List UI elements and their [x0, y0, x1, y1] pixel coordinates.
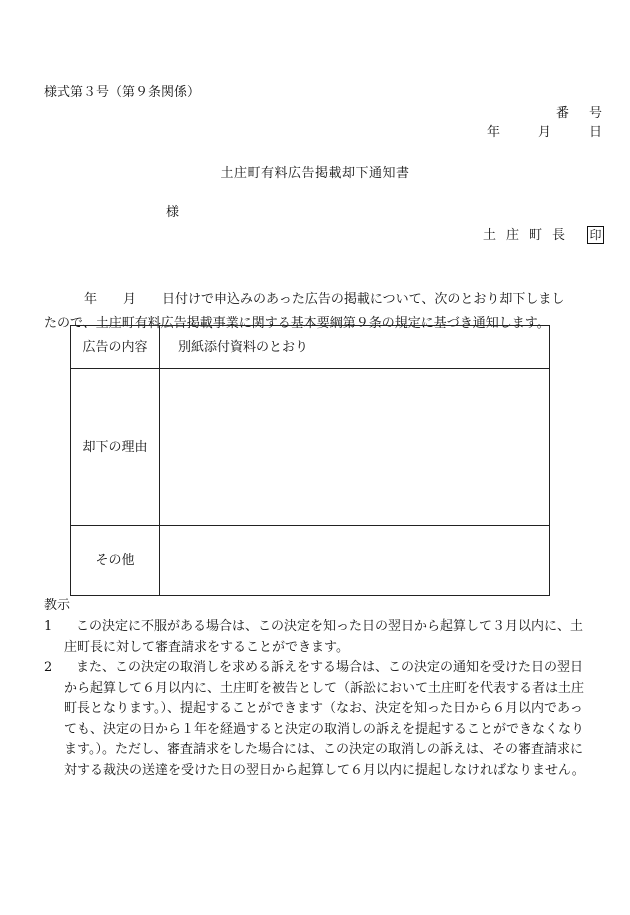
notice-line: ても、決定の日から１年を経過すると決定の取消しの訴えを提起することができなくなり	[64, 721, 585, 737]
sender-block	[483, 226, 604, 244]
table-row-ad-content	[71, 326, 550, 369]
document-title: 土庄町有料広告掲載却下通知書	[220, 166, 410, 181]
notice-line: 庄町長に対して審査請求をすることができます。	[64, 639, 349, 655]
date-month: 月	[537, 125, 551, 140]
notice-item-text	[64, 617, 610, 658]
notice-item-2	[44, 658, 610, 781]
notice-item-number: 1	[44, 619, 53, 634]
notice-line: 町長となります。）、提起することができます（なお、決定を知った日から６月以内であっ	[64, 701, 583, 716]
notice-title: 教示	[44, 598, 71, 613]
notice-item-number: 2	[44, 660, 53, 675]
notice-line: また、この決定の取消しを求める訴えをする場合は、この決定の通知を受けた日の翌日	[76, 660, 584, 675]
table-label-reason: 却下の理由	[71, 369, 160, 526]
form-number: 様式第３号（第９条関係）	[44, 85, 201, 100]
issue-date	[487, 126, 602, 139]
date-year: 年	[486, 125, 500, 140]
sender-name: 土庄町長	[482, 227, 575, 243]
document-number-label: 番号	[555, 106, 622, 121]
table-label-ad-content: 広告の内容	[71, 326, 160, 369]
table-label-other: その他	[71, 526, 160, 596]
appeal-notice	[44, 617, 610, 781]
date-day: 日	[588, 125, 602, 140]
notice-line: から起算して６月以内に、土庄町を被告として（訴訟において土庄町を代表する者は土庄	[64, 680, 585, 696]
notice-line: この決定に不服がある場合は、この決定を知った日の翌日から起算して３月以内に、土	[76, 619, 584, 634]
addressee-suffix: 様	[166, 205, 180, 220]
table-value-other	[160, 526, 550, 596]
notice-item-text	[64, 658, 610, 781]
table-row-reason	[71, 369, 550, 526]
table-row-other	[71, 526, 550, 596]
rejection-details-table	[70, 325, 550, 596]
table-value-reason	[160, 369, 550, 526]
notice-line: 対する裁決の送達を受けた日の翌日から起算して６月以内に提起しなければなりません。	[64, 762, 585, 778]
body-line-2: たので、土庄町有料広告掲載事業に関する基本要綱第９条の規定に基づき通知します。	[44, 316, 550, 331]
table-value-ad-content: 別紙添付資料のとおり	[160, 326, 550, 369]
notice-line: ます。）。ただし、審査請求をした場合には、この決定の取消しの訴えは、その審査請求に	[64, 742, 583, 757]
seal-mark: 印	[587, 226, 604, 244]
notice-item-1	[44, 617, 610, 658]
body-line-1: 年 月 日付けで申込みのあった広告の掲載について、次のとおり却下しまし	[84, 292, 565, 307]
